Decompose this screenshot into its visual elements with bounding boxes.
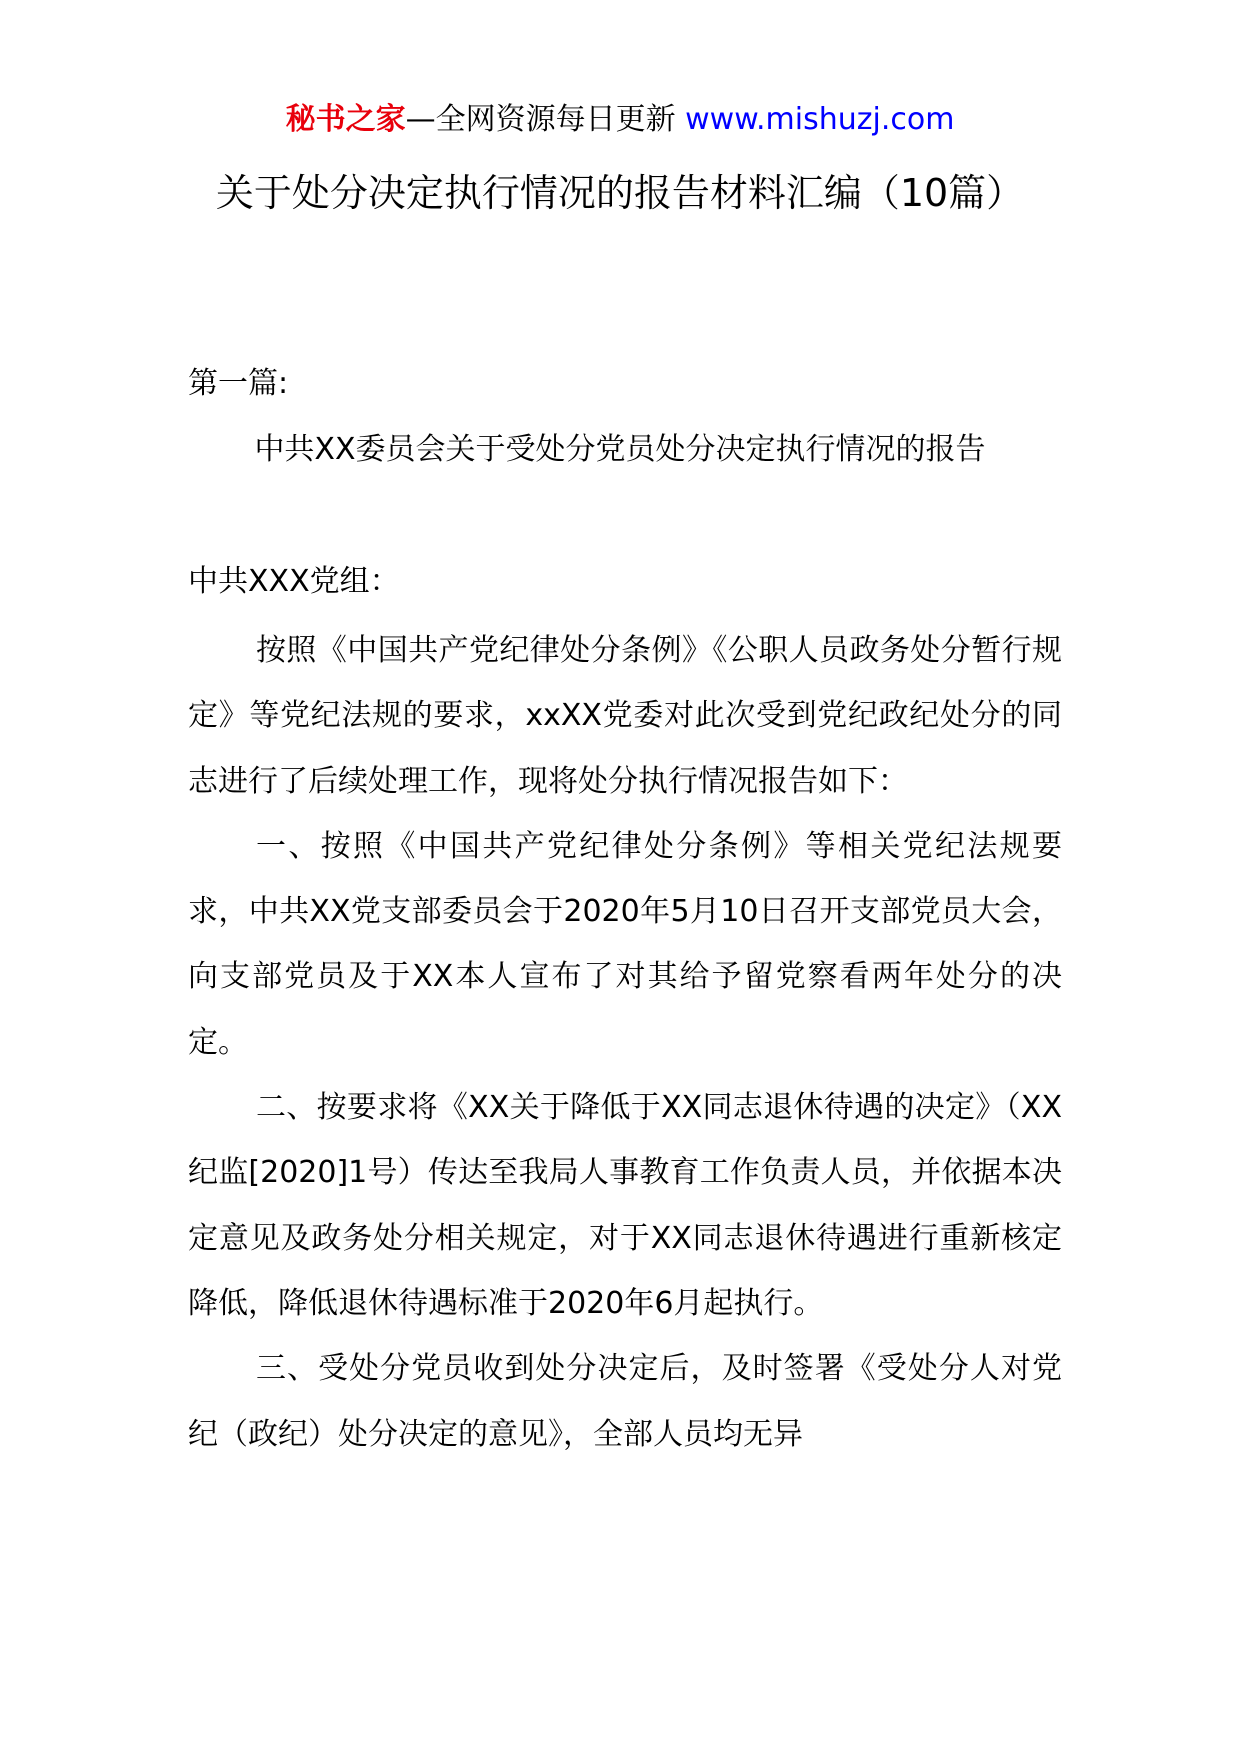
header-tagline: —全网资源每日更新 [405, 102, 686, 137]
paragraph-intro: 按照《中国共产党纪律处分条例》《公职人员政务处分暂行规定》等党纪法规的要求，xxXX党委对此次受到党纪政纪处分的同志进行了后续处理工作，现将处分执行情况报告如下： [188, 633, 1062, 799]
document-title: 关于处分决定执行情况的报告材料汇编（10篇） [215, 171, 1025, 215]
site-url-link[interactable]: www.mishuzj.com [685, 102, 955, 137]
paragraph-item-2: 二、按要求将《XX关于降低于XX同志退休待遇的决定》（XX纪监[2020]1号）传达至我局人事教育工作负责人员，并依据本决定意见及政务处分相关规定，对于XX同志退休待遇进行重新核定降低，降低退休待遇标准于2020年6月起执行。 [188, 1090, 1062, 1321]
paragraph-item-3: 三、受处分党员收到处分决定后，及时签署《受处分人对党纪（政纪）处分决定的意见》，全部人员均无异 [188, 1351, 1062, 1452]
section-label: 第一篇: [188, 366, 289, 401]
brand-name: 秘书之家 [285, 102, 406, 137]
salutation: 中共XXX党组： [188, 564, 400, 599]
report-title: 中共XX委员会关于受处分党员处分决定执行情况的报告 [254, 432, 986, 467]
site-header [0, 98, 1240, 142]
paragraph-item-1: 一、按照《中国共产党纪律处分条例》等相关党纪法规要求，中共XX党支部委员会于2020年5月10日召开支部党员大会，向支部党员及于XX本人宣布了对其给予留党察看两年处分的决定。 [188, 828, 1062, 1060]
body-text [188, 618, 1062, 1467]
